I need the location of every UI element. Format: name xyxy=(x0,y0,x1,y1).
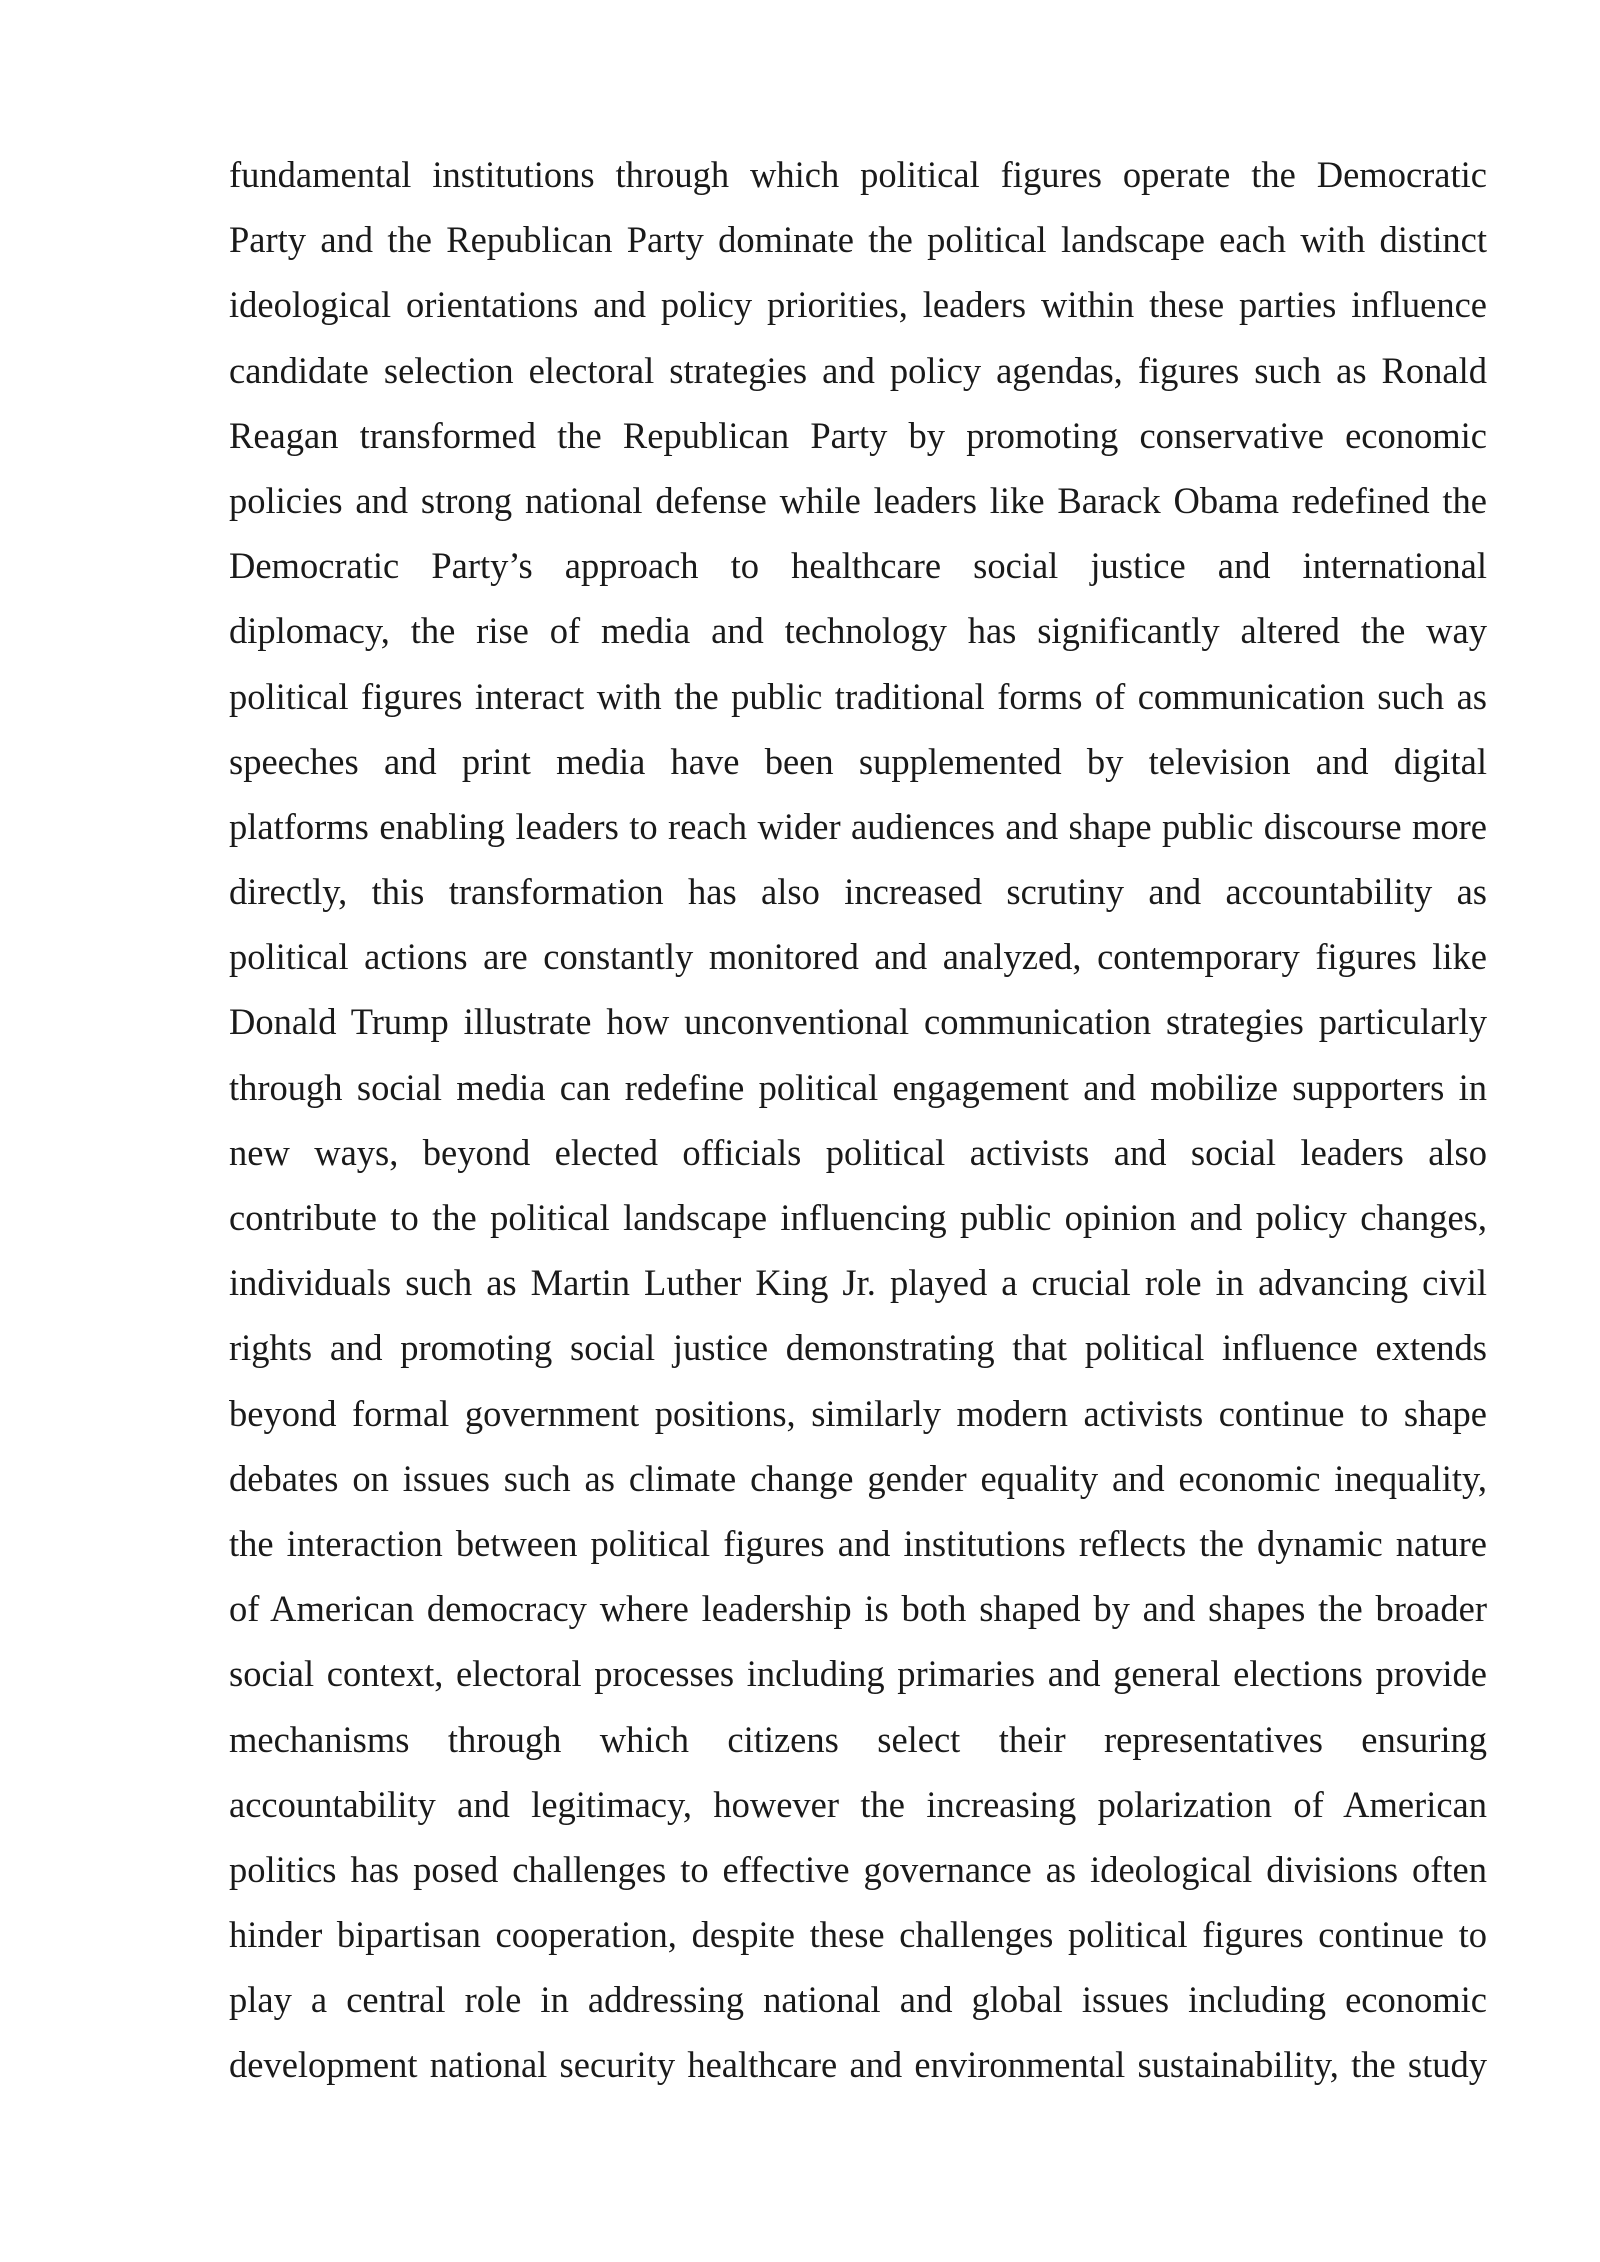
paragraph-line: Democratic Party’s approach to healthcare social justice and international xyxy=(229,545,1487,587)
paragraph-line: development national security healthcare and environmental sustainability, the study xyxy=(229,2044,1487,2086)
paragraph-line: politics has posed challenges to effective governance as ideological divisions often xyxy=(229,1848,1487,1890)
paragraph-line: rights and promoting social justice demonstrating that political influence extends xyxy=(229,1327,1487,1369)
paragraph-line: speeches and print media have been supplemented by television and digital xyxy=(229,740,1487,782)
paragraph-line: individuals such as Martin Luther King Jr. played a crucial role in advancing civil xyxy=(229,1262,1487,1304)
paragraph-line: Party and the Republican Party dominate the political landscape each with distinct xyxy=(229,219,1487,261)
body-paragraph xyxy=(229,150,1487,2106)
paragraph-line: candidate selection electoral strategies and policy agendas, figures such as Ronald xyxy=(229,349,1487,391)
paragraph-line: diplomacy, the rise of media and technology has significantly altered the way xyxy=(229,610,1487,652)
paragraph-line: social context, electoral processes including primaries and general elections provide xyxy=(229,1653,1487,1695)
paragraph-line: fundamental institutions through which political figures operate the Democratic xyxy=(229,154,1487,195)
paragraph-line: new ways, beyond elected officials political activists and social leaders also xyxy=(229,1131,1487,1173)
paragraph-line: directly, this transformation has also increased scrutiny and accountability as xyxy=(229,871,1487,913)
paragraph-line: debates on issues such as climate change gender equality and economic inequality, xyxy=(229,1457,1487,1499)
paragraph-line: hinder bipartisan cooperation, despite these challenges political figures continue to xyxy=(229,1914,1487,1956)
paragraph-line: ideological orientations and policy priorities, leaders within these parties influence xyxy=(229,284,1487,326)
paragraph-line: beyond formal government positions, similarly modern activists continue to shape xyxy=(229,1392,1487,1434)
paragraph-line: the interaction between political figures and institutions reflects the dynamic nature xyxy=(229,1522,1487,1564)
paragraph-line: play a central role in addressing national and global issues including economic xyxy=(229,1979,1487,2021)
paragraph-line: Donald Trump illustrate how unconventional communication strategies particularly xyxy=(229,1001,1487,1043)
paragraph-line: through social media can redefine political engagement and mobilize supporters in xyxy=(229,1066,1487,1108)
paragraph-line: Reagan transformed the Republican Party by promoting conservative economic xyxy=(229,414,1487,456)
paragraph-line: contribute to the political landscape influencing public opinion and policy changes, xyxy=(229,1197,1487,1238)
paragraph-line: political figures interact with the public traditional forms of communication such as xyxy=(229,675,1487,717)
paragraph-line: political actions are constantly monitored and analyzed, contemporary figures like xyxy=(229,936,1487,978)
paragraph-line: mechanisms through which citizens select their representatives ensuring xyxy=(229,1718,1487,1760)
paragraph-line: of American democracy where leadership is both shaped by and shapes the broader xyxy=(229,1588,1487,1630)
paragraph-line: accountability and legitimacy, however the increasing polarization of American xyxy=(229,1783,1487,1825)
paragraph-line: platforms enabling leaders to reach wider audiences and shape public discourse more xyxy=(229,805,1487,847)
paragraph-line: policies and strong national defense while leaders like Barack Obama redefined the xyxy=(229,479,1487,521)
